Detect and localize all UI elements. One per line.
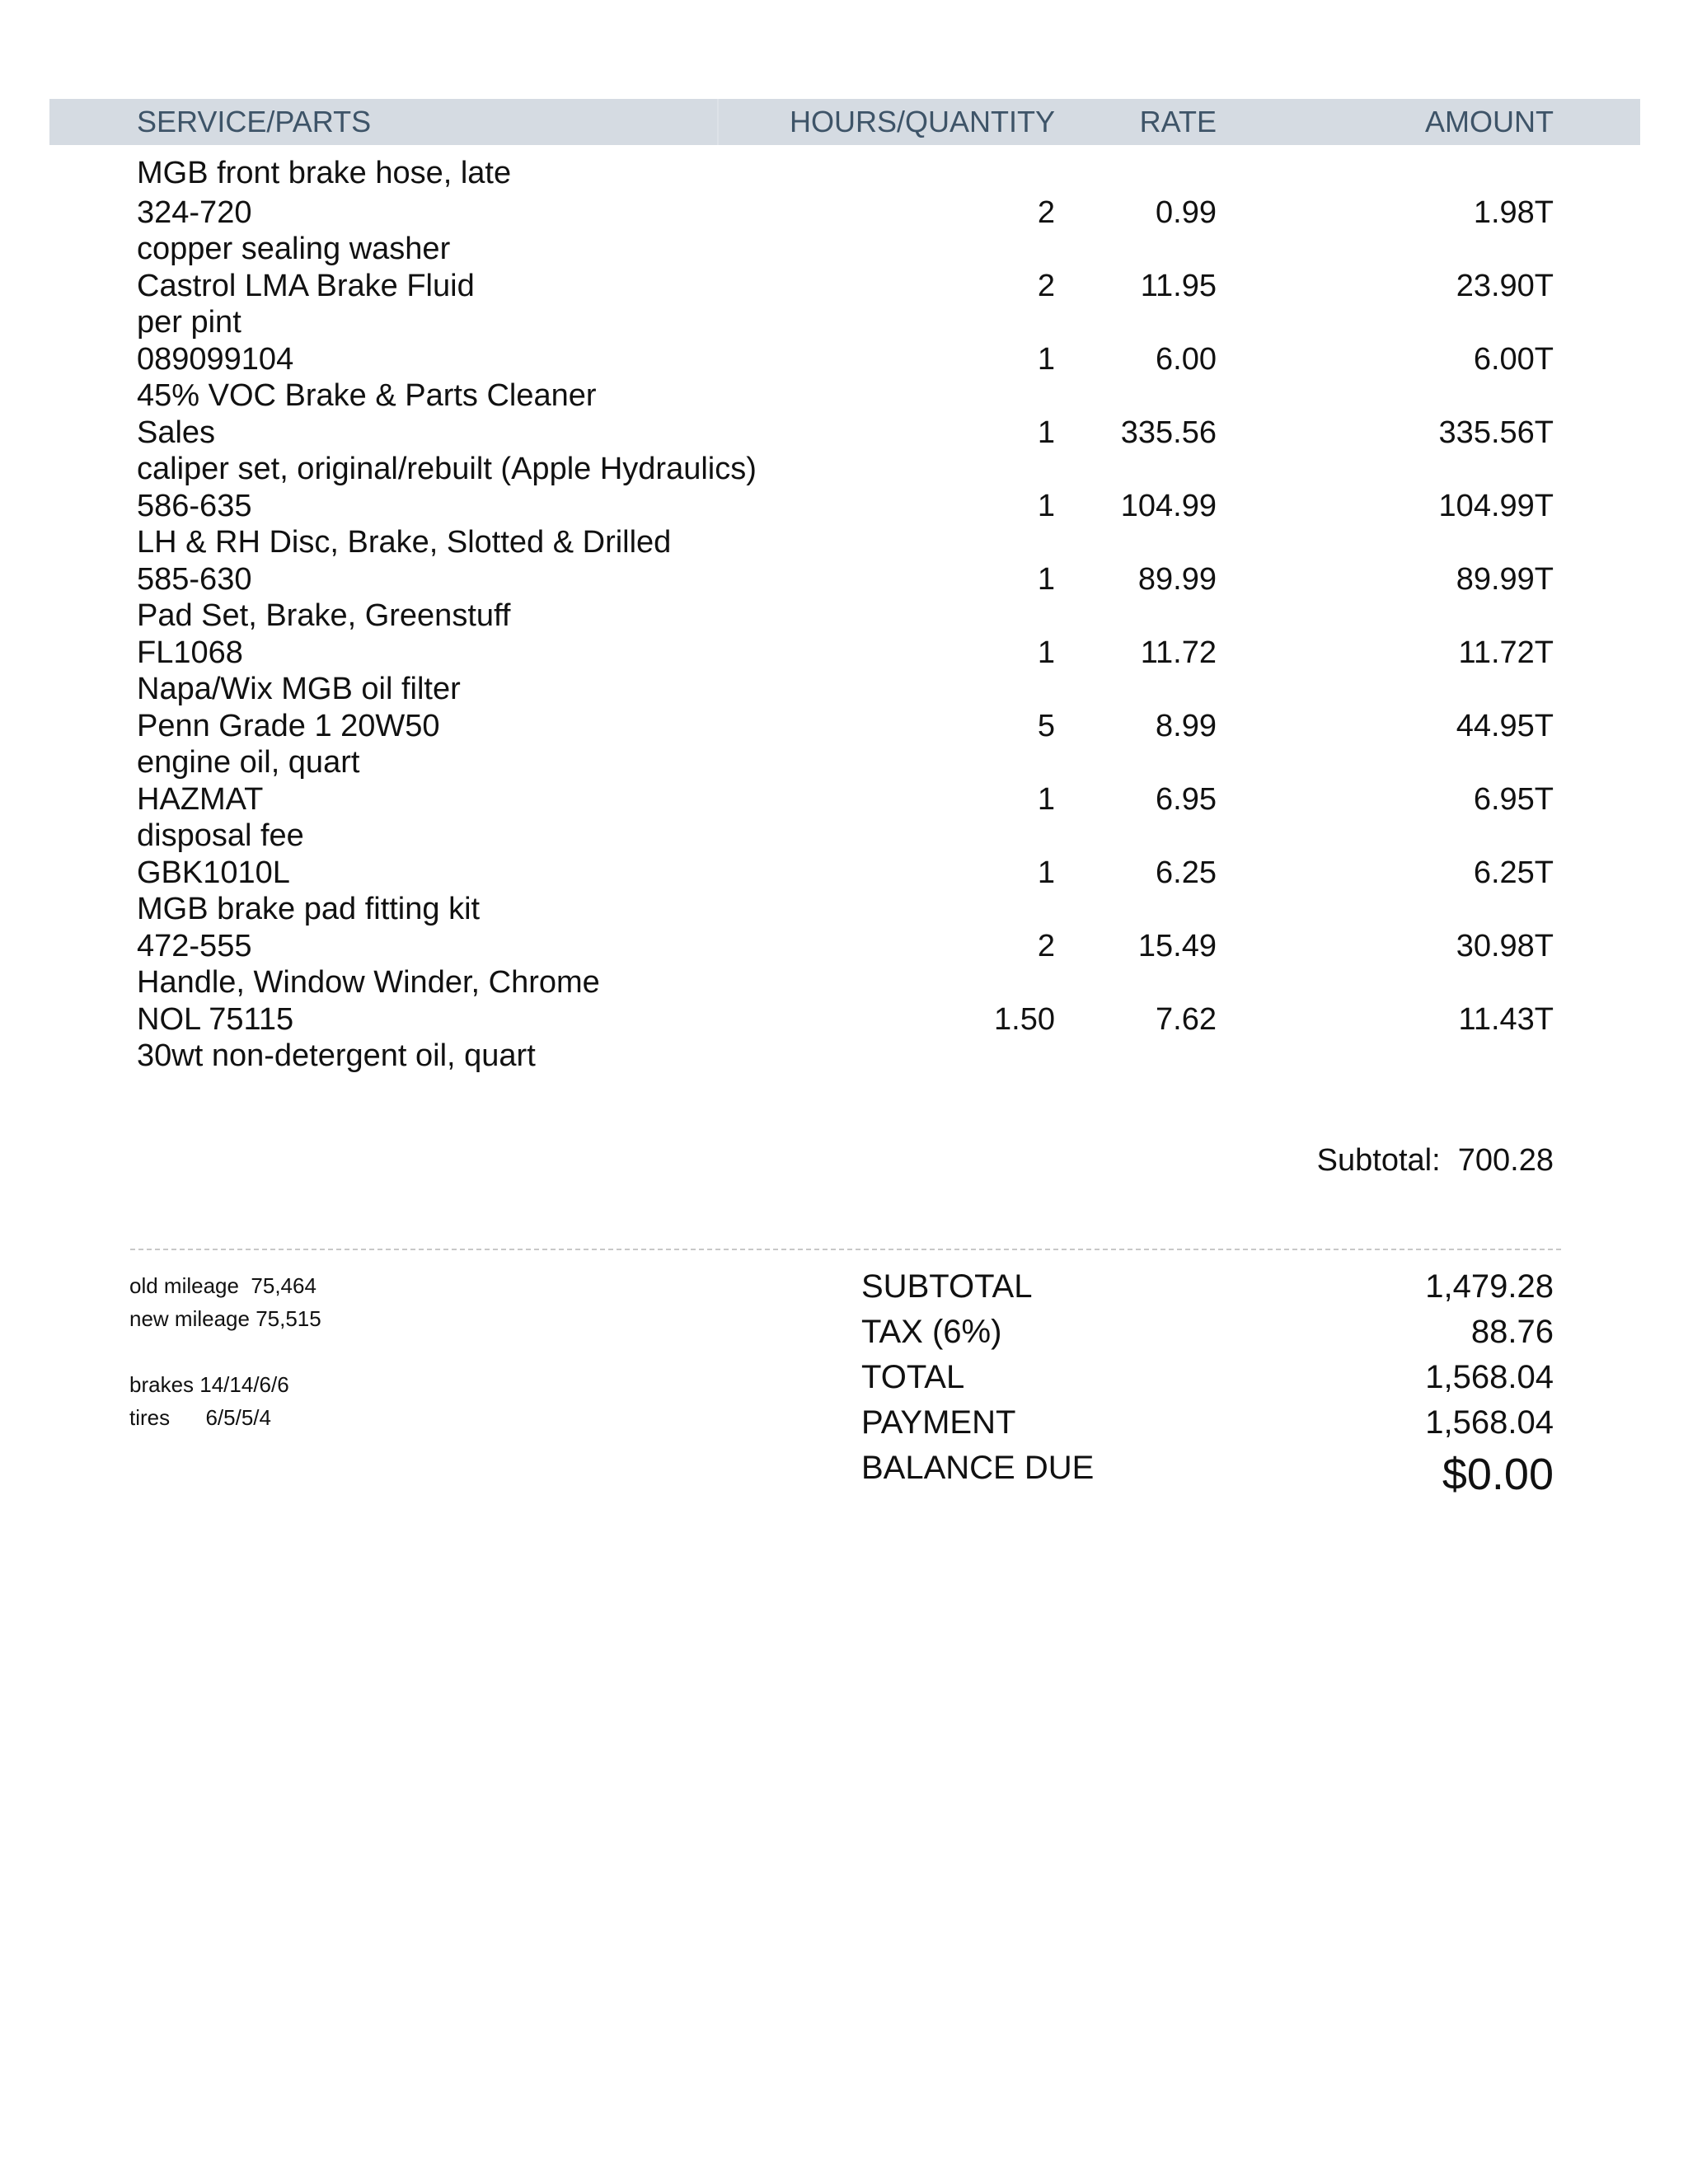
item-name: HAZMAT: [137, 782, 264, 817]
item-description: caliper set, original/rebuilt (Apple Hydraulics): [137, 452, 757, 486]
totals-tax-row: [861, 1310, 1554, 1355]
item-quantity: 1: [1037, 342, 1055, 377]
service-notes: [129, 1269, 321, 1434]
item-description-cell: [137, 853, 763, 926]
item-description: per pint: [137, 305, 241, 340]
totals-payment-row: [861, 1400, 1554, 1446]
old-mileage: old mileage 75,464: [129, 1273, 316, 1298]
item-amount: 44.95T: [1456, 709, 1554, 743]
item-quantity: 1: [1037, 855, 1055, 890]
table-row: [0, 560, 1688, 633]
item-rate: 6.25: [1156, 855, 1217, 890]
item-amount: 1.98T: [1473, 195, 1554, 230]
table-row: [0, 926, 1688, 1000]
item-quantity: 1: [1037, 635, 1055, 670]
balance-due-label: BALANCE DUE: [861, 1450, 1095, 1486]
header-service-parts: SERVICE/PARTS: [137, 105, 372, 138]
table-row: [0, 413, 1688, 486]
item-rate: 104.99: [1120, 489, 1217, 523]
item-rate: 8.99: [1156, 709, 1217, 743]
item-description: MGB front brake hose, late: [137, 156, 512, 190]
table-row: [0, 340, 1688, 413]
item-name: NOL 75115: [137, 1002, 294, 1037]
item-amount: 11.43T: [1458, 1002, 1554, 1037]
item-rate: 0.99: [1156, 195, 1217, 230]
item-amount: 11.72T: [1458, 635, 1554, 670]
item-description-cell: [137, 633, 763, 706]
tax-value: 88.76: [1470, 1314, 1554, 1350]
item-description: MGB brake pad fitting kit: [137, 892, 481, 926]
item-quantity: 1: [1037, 562, 1055, 597]
totals-block: [861, 1264, 1554, 1499]
header-amount: AMOUNT: [1425, 105, 1554, 138]
item-amount: 89.99T: [1456, 562, 1554, 597]
item-description-cell: [137, 486, 763, 560]
table-row: [0, 193, 1688, 266]
item-description: disposal fee: [137, 818, 304, 853]
item-name: 586-635: [137, 489, 252, 523]
table-row: [0, 1000, 1688, 1073]
item-amount: 335.56T: [1438, 415, 1554, 450]
item-name: 472-555: [137, 929, 252, 963]
item-rate: 89.99: [1137, 562, 1217, 597]
item-description: Pad Set, Brake, Greenstuff: [137, 598, 511, 633]
item-rate: 11.72: [1140, 635, 1217, 670]
item-name: Penn Grade 1 20W50: [137, 709, 440, 743]
item-description: LH & RH Disc, Brake, Slotted & Drilled: [137, 525, 672, 560]
item-name: FL1068: [137, 635, 243, 670]
item-description: 30wt non-detergent oil, quart: [137, 1038, 536, 1073]
table-row: [0, 153, 1688, 193]
item-description-cell: [137, 560, 763, 633]
item-quantity: 2: [1037, 269, 1055, 303]
item-quantity: 5: [1037, 709, 1055, 743]
item-name: 324-720: [137, 195, 252, 230]
item-name: Castrol LMA Brake Fluid: [137, 269, 475, 303]
table-row: [0, 266, 1688, 340]
header-separator: [717, 99, 719, 145]
item-name: 585-630: [137, 562, 252, 597]
tax-label: TAX (6%): [861, 1314, 1002, 1350]
table-row: [0, 780, 1688, 853]
item-description: 45% VOC Brake & Parts Cleaner: [137, 378, 597, 413]
dashed-divider: [130, 1249, 1561, 1250]
item-description-cell: [137, 780, 763, 853]
item-amount: 6.00T: [1473, 342, 1554, 377]
payment-value: 1,568.04: [1425, 1404, 1554, 1441]
item-rate: 11.95: [1140, 269, 1217, 303]
item-description-cell: [137, 153, 763, 193]
item-description-cell: [137, 413, 763, 486]
item-rate: 6.00: [1156, 342, 1217, 377]
header-hours-quantity: HOURS/QUANTITY: [789, 105, 1055, 138]
item-quantity: 1.50: [994, 1002, 1055, 1037]
table-row: [0, 633, 1688, 706]
spacer: [129, 1335, 321, 1368]
new-mileage: new mileage 75,515: [129, 1306, 321, 1331]
payment-label: PAYMENT: [861, 1404, 1016, 1441]
tires-measurement: tires 6/5/5/4: [129, 1405, 271, 1430]
item-rate: 6.95: [1156, 782, 1217, 817]
item-description: Handle, Window Winder, Chrome: [137, 965, 600, 1000]
section-subtotal: Subtotal: 700.28: [1316, 1143, 1554, 1178]
item-amount: 30.98T: [1456, 929, 1554, 963]
item-description: engine oil, quart: [137, 745, 360, 780]
item-description-cell: [137, 706, 763, 780]
item-amount: 23.90T: [1456, 269, 1554, 303]
subtotal-value: 1,479.28: [1425, 1268, 1554, 1305]
item-rate: 7.62: [1156, 1002, 1217, 1037]
totals-total-row: [861, 1355, 1554, 1400]
item-name: 089099104: [137, 342, 294, 377]
item-description-cell: [137, 340, 763, 413]
item-amount: 104.99T: [1438, 489, 1554, 523]
item-description: copper sealing washer: [137, 232, 451, 266]
item-rate: 15.49: [1137, 929, 1217, 963]
table-row: [0, 853, 1688, 926]
item-name: GBK1010L: [137, 855, 290, 890]
totals-subtotal-row: [861, 1264, 1554, 1310]
item-amount: 6.95T: [1473, 782, 1554, 817]
item-quantity: 2: [1037, 929, 1055, 963]
item-quantity: 2: [1037, 195, 1055, 230]
header-rate: RATE: [1139, 105, 1217, 138]
brakes-measurement: brakes 14/14/6/6: [129, 1372, 289, 1397]
item-name: Sales: [137, 415, 216, 450]
item-amount: 6.25T: [1473, 855, 1554, 890]
line-items: [0, 153, 1688, 1073]
item-description-cell: [137, 926, 763, 1000]
total-value: 1,568.04: [1425, 1359, 1554, 1395]
item-quantity: 1: [1037, 415, 1055, 450]
item-description-cell: [137, 1000, 763, 1073]
table-row: [0, 706, 1688, 780]
totals-balance-row: [861, 1446, 1554, 1499]
total-label: TOTAL: [861, 1359, 965, 1395]
table-row: [0, 486, 1688, 560]
subtotal-label: SUBTOTAL: [861, 1268, 1033, 1305]
item-description-cell: [137, 193, 763, 266]
item-quantity: 1: [1037, 489, 1055, 523]
item-description: Napa/Wix MGB oil filter: [137, 672, 461, 706]
item-description-cell: [137, 266, 763, 340]
item-quantity: 1: [1037, 782, 1055, 817]
item-rate: 335.56: [1120, 415, 1217, 450]
balance-due-value: $0.00: [1442, 1450, 1554, 1499]
